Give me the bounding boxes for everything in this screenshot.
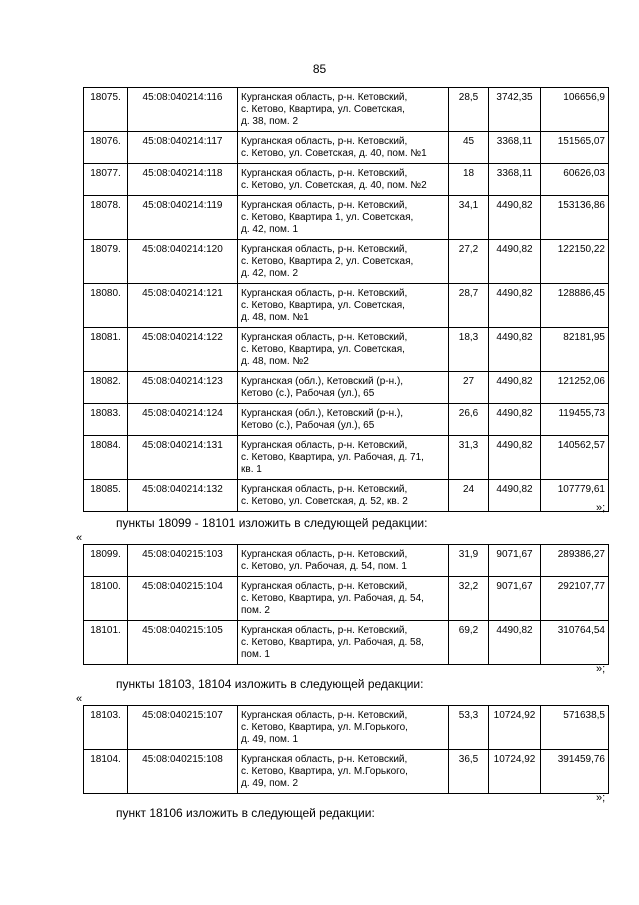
address-line: Кетово (с.), Рабочая (ул.), 65: [241, 388, 375, 399]
address-cell: [238, 284, 449, 328]
address-line: д. 49, пом. 2: [241, 778, 299, 789]
unit-price-cell: 4490,82: [489, 480, 541, 512]
row-number-cell: 18100.: [84, 577, 128, 621]
area-cell: 26,6: [449, 404, 489, 436]
address-line: с. Кетово, Квартира, ул. Советская,: [241, 344, 405, 355]
address-cell: [238, 436, 449, 480]
cadastral-number-cell: 45:08:040215:105: [128, 621, 238, 665]
opening-quote-2: «: [76, 693, 83, 705]
table-row: [84, 328, 609, 372]
table-row: [84, 132, 609, 164]
unit-price-cell: 4490,82: [489, 284, 541, 328]
address-line: с. Кетово, Квартира, ул. Советская,: [241, 300, 405, 311]
area-cell: 27: [449, 372, 489, 404]
cadastral-number-cell: 45:08:040214:117: [128, 132, 238, 164]
address-line: с. Кетово, Квартира, ул. Рабочая, д. 58,: [241, 637, 424, 648]
table-row: [84, 750, 609, 794]
address-cell: [238, 132, 449, 164]
row-number-cell: 18081.: [84, 328, 128, 372]
area-cell: 36,5: [449, 750, 489, 794]
address-line: Курганская область, р-н. Кетовский,: [241, 332, 408, 343]
area-cell: 69,2: [449, 621, 489, 665]
cadastral-value-cell: 151565,07: [541, 132, 609, 164]
cadastral-value-cell: 292107,77: [541, 577, 609, 621]
address-cell: [238, 545, 449, 577]
cadastral-number-cell: 45:08:040214:119: [128, 196, 238, 240]
address-line: с. Кетово, Квартира, ул. М.Горького,: [241, 722, 408, 733]
area-cell: 27,2: [449, 240, 489, 284]
table-row: [84, 164, 609, 196]
unit-price-cell: 3368,11: [489, 132, 541, 164]
row-number-cell: 18084.: [84, 436, 128, 480]
address-cell: [238, 240, 449, 284]
cadastral-value-cell: 391459,76: [541, 750, 609, 794]
address-line: с. Кетово, Квартира, ул. Советская,: [241, 104, 405, 115]
address-line: кв. 1: [241, 464, 262, 475]
address-line: Курганская область, р-н. Кетовский,: [241, 244, 408, 255]
row-number-cell: 18079.: [84, 240, 128, 284]
address-line: д. 48, пом. №1: [241, 312, 309, 323]
address-line: Курганская область, р-н. Кетовский,: [241, 136, 408, 147]
table-row: [84, 88, 609, 132]
address-line: с. Кетово, ул. Советская, д. 40, пом. №2: [241, 180, 427, 191]
cadastral-number-cell: 45:08:040214:124: [128, 404, 238, 436]
area-cell: 28,5: [449, 88, 489, 132]
address-line: пом. 1: [241, 649, 270, 660]
row-number-cell: 18082.: [84, 372, 128, 404]
row-number-cell: 18101.: [84, 621, 128, 665]
address-line: д. 49, пом. 1: [241, 734, 299, 745]
address-line: с. Кетово, ул. Рабочая, д. 54, пом. 1: [241, 561, 407, 572]
cadastral-value-cell: 128886,45: [541, 284, 609, 328]
cadastral-number-cell: 45:08:040215:104: [128, 577, 238, 621]
address-line: Курганская область, р-н. Кетовский,: [241, 710, 408, 721]
address-line: Курганская область, р-н. Кетовский,: [241, 754, 408, 765]
address-line: с. Кетово, ул. Советская, д. 52, кв. 2: [241, 496, 408, 507]
address-line: с. Кетово, Квартира, ул. Рабочая, д. 54,: [241, 593, 424, 604]
table-row: [84, 577, 609, 621]
table-row: [84, 480, 609, 512]
cadastral-number-cell: 45:08:040214:123: [128, 372, 238, 404]
cadastral-number-cell: 45:08:040215:103: [128, 545, 238, 577]
address-line: Курганская область, р-н. Кетовский,: [241, 168, 408, 179]
cadastral-number-cell: 45:08:040214:121: [128, 284, 238, 328]
cadastral-value-cell: 153136,86: [541, 196, 609, 240]
table-row: [84, 196, 609, 240]
address-line: Курганская область, р-н. Кетовский,: [241, 288, 408, 299]
address-line: Курганская область, р-н. Кетовский,: [241, 440, 408, 451]
unit-price-cell: 10724,92: [489, 706, 541, 750]
unit-price-cell: 10724,92: [489, 750, 541, 794]
unit-price-cell: 9071,67: [489, 577, 541, 621]
unit-price-cell: 3368,11: [489, 164, 541, 196]
row-number-cell: 18078.: [84, 196, 128, 240]
cadastral-value-cell: 106656,9: [541, 88, 609, 132]
unit-price-cell: 4490,82: [489, 196, 541, 240]
cadastral-number-cell: 45:08:040214:118: [128, 164, 238, 196]
table-row: [84, 545, 609, 577]
closing-quote-3: »;: [596, 792, 606, 804]
address-cell: [238, 196, 449, 240]
table-row: [84, 372, 609, 404]
address-line: с. Кетово, Квартира 2, ул. Советская,: [241, 256, 414, 267]
area-cell: 24: [449, 480, 489, 512]
instruction-3: пункт 18106 изложить в следующей редакции:: [116, 806, 375, 820]
page-number: 85: [312, 62, 327, 76]
unit-price-cell: 3742,35: [489, 88, 541, 132]
cadastral-value-cell: 140562,57: [541, 436, 609, 480]
address-line: с. Кетово, Квартира, ул. М.Горького,: [241, 766, 408, 777]
area-cell: 18,3: [449, 328, 489, 372]
cadastral-number-cell: 45:08:040215:108: [128, 750, 238, 794]
table-row: [84, 284, 609, 328]
cadastral-number-cell: 45:08:040214:116: [128, 88, 238, 132]
cadastral-value-cell: 107779,61: [541, 480, 609, 512]
area-cell: 32,2: [449, 577, 489, 621]
area-cell: 53,3: [449, 706, 489, 750]
registry-table-3: [83, 705, 609, 794]
address-line: с. Кетово, Квартира 1, ул. Советская,: [241, 212, 414, 223]
closing-quote-1: »;: [596, 502, 606, 514]
address-line: д. 48, пом. №2: [241, 356, 309, 367]
address-cell: [238, 328, 449, 372]
cadastral-value-cell: 82181,95: [541, 328, 609, 372]
address-cell: [238, 750, 449, 794]
area-cell: 34,1: [449, 196, 489, 240]
address-line: Курганская область, р-н. Кетовский,: [241, 484, 408, 495]
cadastral-value-cell: 121252,06: [541, 372, 609, 404]
unit-price-cell: 4490,82: [489, 404, 541, 436]
row-number-cell: 18076.: [84, 132, 128, 164]
area-cell: 31,9: [449, 545, 489, 577]
address-cell: [238, 480, 449, 512]
area-cell: 28,7: [449, 284, 489, 328]
cadastral-number-cell: 45:08:040214:131: [128, 436, 238, 480]
address-line: Курганская область, р-н. Кетовский,: [241, 581, 408, 592]
row-number-cell: 18077.: [84, 164, 128, 196]
area-cell: 31,3: [449, 436, 489, 480]
address-line: Курганская область, р-н. Кетовский,: [241, 200, 408, 211]
unit-price-cell: 4490,82: [489, 372, 541, 404]
address-line: Курганская (обл.), Кетовский (р-н.),: [241, 376, 404, 387]
unit-price-cell: 4490,82: [489, 328, 541, 372]
address-line: Курганская область, р-н. Кетовский,: [241, 549, 408, 560]
closing-quote-2: »;: [596, 663, 606, 675]
cadastral-value-cell: 119455,73: [541, 404, 609, 436]
address-line: с. Кетово, Квартира, ул. Рабочая, д. 71,: [241, 452, 424, 463]
address-cell: [238, 621, 449, 665]
row-number-cell: 18099.: [84, 545, 128, 577]
address-line: д. 38, пом. 2: [241, 116, 299, 127]
address-cell: [238, 404, 449, 436]
unit-price-cell: 4490,82: [489, 240, 541, 284]
unit-price-cell: 4490,82: [489, 621, 541, 665]
address-line: д. 42, пом. 2: [241, 268, 299, 279]
instruction-2: пункты 18103, 18104 изложить в следующей редакции:: [116, 677, 424, 691]
registry-table-2: [83, 544, 609, 665]
cadastral-value-cell: 310764,54: [541, 621, 609, 665]
row-number-cell: 18104.: [84, 750, 128, 794]
unit-price-cell: 9071,67: [489, 545, 541, 577]
cadastral-number-cell: 45:08:040214:122: [128, 328, 238, 372]
row-number-cell: 18080.: [84, 284, 128, 328]
row-number-cell: 18085.: [84, 480, 128, 512]
cadastral-number-cell: 45:08:040215:107: [128, 706, 238, 750]
address-line: Курганская (обл.), Кетовский (р-н.),: [241, 408, 404, 419]
address-line: Кетово (с.), Рабочая (ул.), 65: [241, 420, 375, 431]
table-row: [84, 621, 609, 665]
instruction-1: пункты 18099 - 18101 изложить в следующей редакции:: [116, 516, 428, 530]
address-cell: [238, 372, 449, 404]
opening-quote-1: «: [76, 532, 83, 544]
table-row: [84, 706, 609, 750]
registry-table-1: [83, 87, 609, 512]
cadastral-value-cell: 571638,5: [541, 706, 609, 750]
address-cell: [238, 164, 449, 196]
row-number-cell: 18103.: [84, 706, 128, 750]
row-number-cell: 18083.: [84, 404, 128, 436]
address-cell: [238, 88, 449, 132]
cadastral-number-cell: 45:08:040214:132: [128, 480, 238, 512]
unit-price-cell: 4490,82: [489, 436, 541, 480]
address-line: Курганская область, р-н. Кетовский,: [241, 92, 408, 103]
area-cell: 45: [449, 132, 489, 164]
cadastral-value-cell: 289386,27: [541, 545, 609, 577]
table-row: [84, 240, 609, 284]
area-cell: 18: [449, 164, 489, 196]
address-line: д. 42, пом. 1: [241, 224, 299, 235]
address-cell: [238, 577, 449, 621]
row-number-cell: 18075.: [84, 88, 128, 132]
table-row: [84, 436, 609, 480]
address-cell: [238, 706, 449, 750]
address-line: с. Кетово, ул. Советская, д. 40, пом. №1: [241, 148, 427, 159]
cadastral-number-cell: 45:08:040214:120: [128, 240, 238, 284]
address-line: Курганская область, р-н. Кетовский,: [241, 625, 408, 636]
cadastral-value-cell: 60626,03: [541, 164, 609, 196]
cadastral-value-cell: 122150,22: [541, 240, 609, 284]
address-line: пом. 2: [241, 605, 270, 616]
table-row: [84, 404, 609, 436]
